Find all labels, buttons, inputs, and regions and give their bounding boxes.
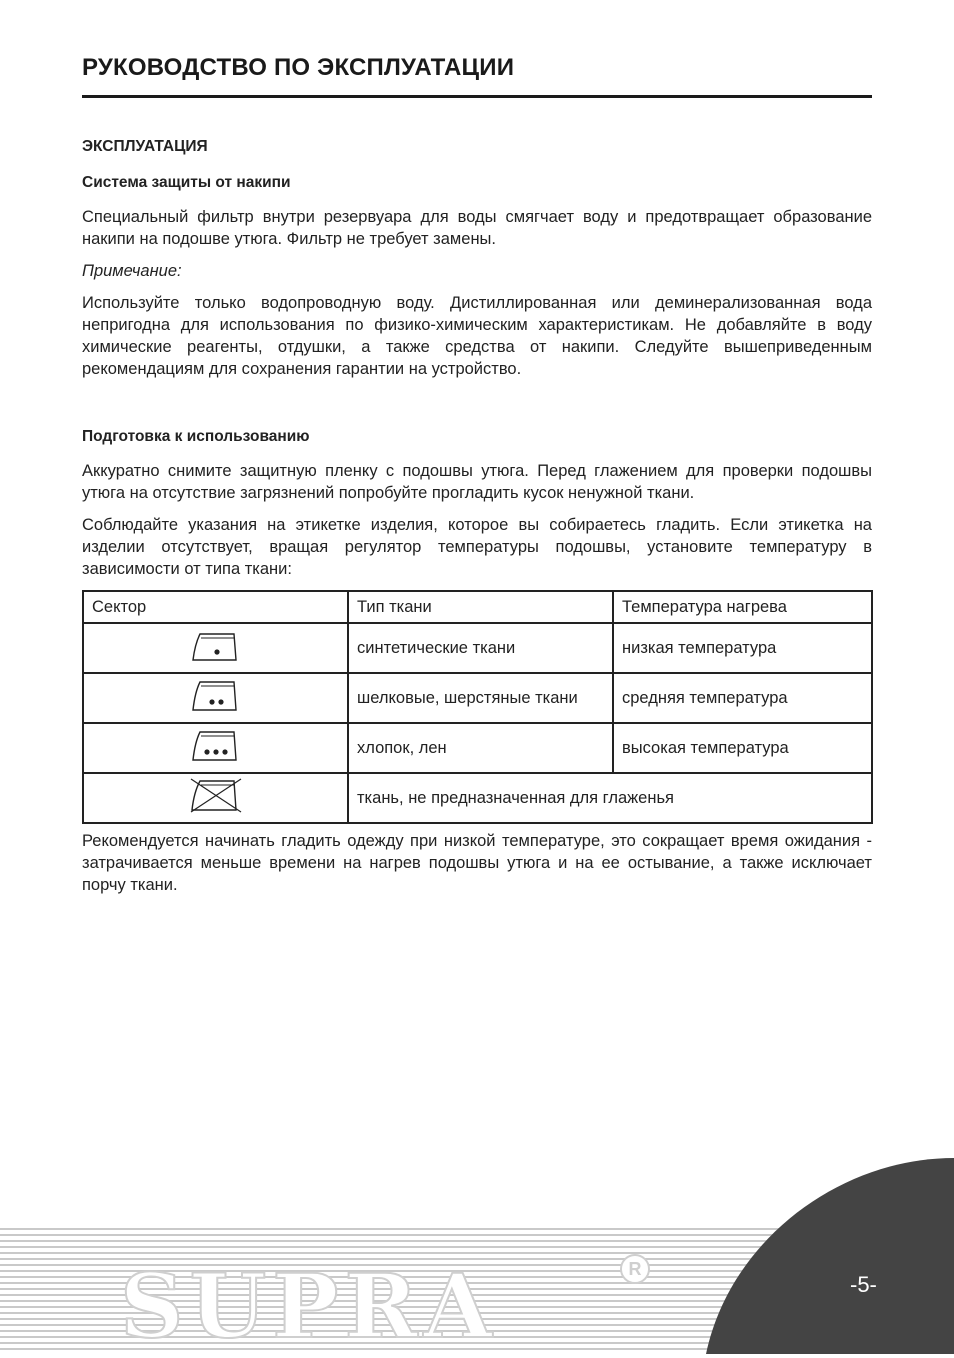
temperature-cell: средняя температура: [613, 673, 872, 723]
header-fabric-type: Тип ткани: [348, 591, 613, 623]
header-temperature: Температура нагрева: [613, 591, 872, 623]
fabric-type-cell: синтетические ткани: [348, 623, 613, 673]
preparation-heading: Подготовка к использованию: [82, 428, 310, 445]
page-title: РУКОВОДСТВО ПО ЭКСПЛУАТАЦИИ: [82, 54, 515, 81]
fabric-type-cell: хлопок, лен: [348, 723, 613, 773]
fabric-type-cell: шелковые, шерстяные ткани: [348, 673, 613, 723]
temperature-cell: высокая температура: [613, 723, 872, 773]
fabric-type-cell: ткань, не предназначенная для глаженья: [348, 773, 872, 823]
page-number: -5-: [850, 1272, 877, 1297]
section-heading: ЭКСПЛУАТАЦИЯ: [82, 138, 208, 155]
note-label: Примечание:: [82, 262, 182, 280]
scale-paragraph-2: Используйте только водопроводную воду. Дистиллированная или деминерализованная вода непригодна для использования по физико-химическим характеристикам. Не добавляйте в воду химические реагенты, отдушки, а также средства от накипи. Следуйте вышеприведенным рекомендациям для сохранения гарантии на устройство.: [82, 294, 872, 378]
corner-shape: [706, 1158, 954, 1354]
scale-protection-heading: Система защиты от накипи: [82, 174, 291, 191]
supra-logo: SUPRA: [120, 1254, 498, 1358]
after-table-paragraph: Рекомендуется начинать гладить одежду при низкой температуре, это сокращает время ожидания - затрачивается меньше времени на нагрев подошвы утюга и на ее остывание, а также исключает порчу ткани.: [82, 832, 872, 894]
registered-mark: R: [620, 1254, 650, 1284]
temperature-cell: низкая температура: [613, 623, 872, 673]
preparation-paragraph-1: Аккуратно снимите защитную пленку с подошвы утюга. Перед глажением для проверки подошвы утюга на отсутствие загрязнений попробуйте прогладить кусок ненужной ткани.: [82, 462, 872, 502]
scale-paragraph-1: Специальный фильтр внутри резервуара для воды смягчает воду и предотвращает образование накипи на подошве утюга. Фильтр не требует замены.: [82, 208, 872, 248]
header-sector: Сектор: [83, 591, 348, 623]
preparation-paragraph-2: Соблюдайте указания на этикетке изделия, которое вы собираетесь гладить. Если этикетка на изделии отсутствует, вращая регулятор температуры подошвы, установите температуру в зависимости от типа ткани:: [82, 516, 872, 578]
